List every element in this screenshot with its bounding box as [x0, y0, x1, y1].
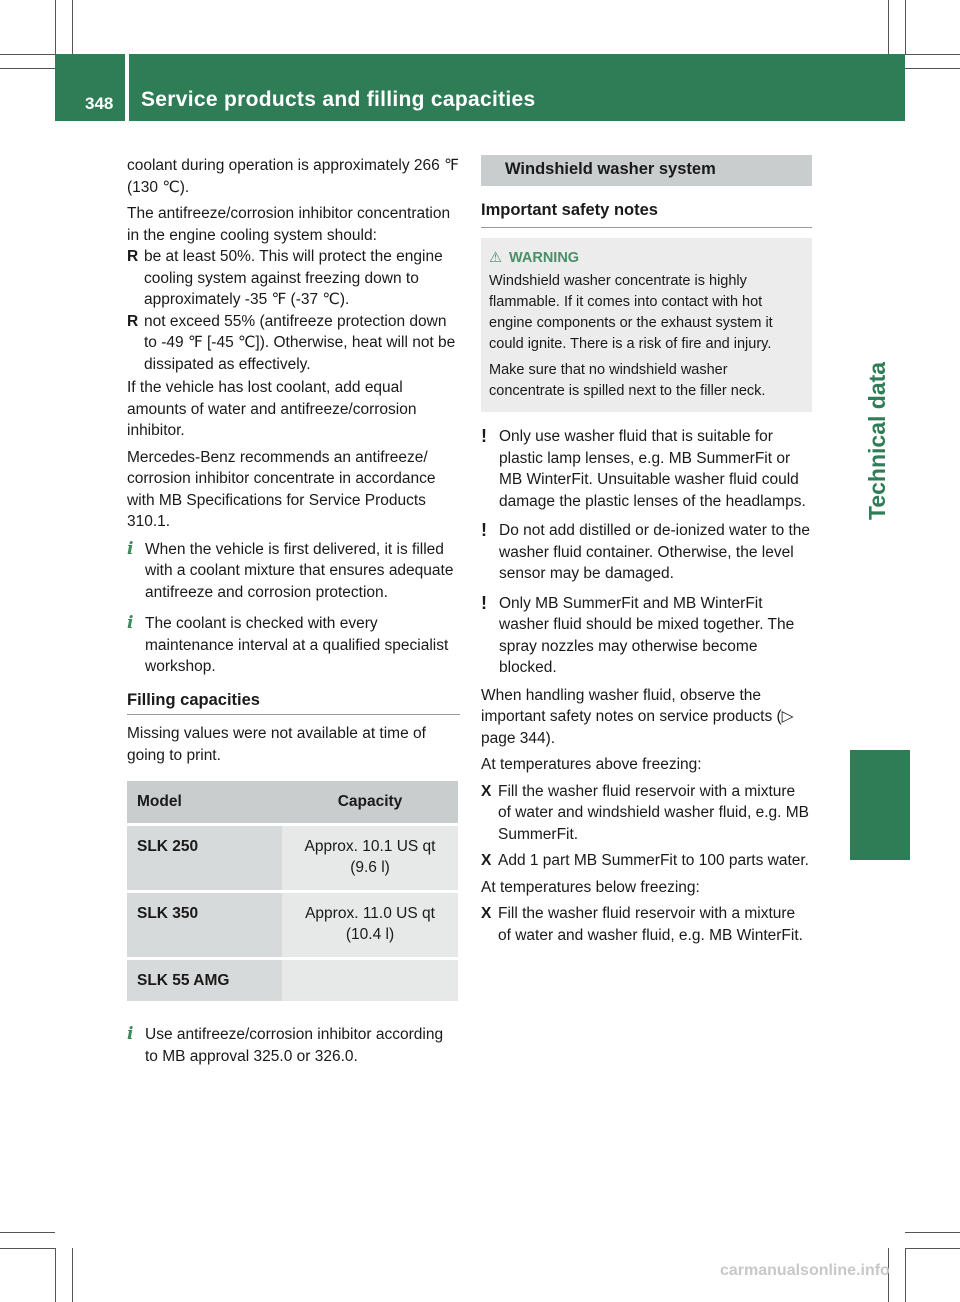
info-note — [127, 539, 460, 604]
bullet-icon: R — [127, 248, 139, 265]
side-label: Technical data — [864, 361, 890, 520]
table-header-model: Model — [127, 781, 282, 823]
paragraph: At temperatures above freezing: — [481, 756, 702, 773]
caution-note — [481, 593, 812, 679]
paragraph: At temperatures below freezing: — [481, 878, 700, 896]
crop-mark — [905, 68, 960, 69]
step-text: Add 1 part MB SummerFit to 100 parts water. — [498, 852, 809, 869]
step-item — [481, 850, 812, 872]
side-tab — [850, 750, 910, 860]
info-icon: i — [127, 538, 134, 559]
warning-title-text: WARNING — [509, 250, 580, 266]
table-row — [127, 960, 458, 1002]
paragraph — [481, 685, 812, 750]
table-cell-model: SLK 55 AMG — [127, 960, 282, 1002]
page-title: Service products and filling capacities — [141, 88, 536, 111]
crop-mark — [905, 54, 960, 55]
step-text: Fill the washer fluid reservoir with a mixture of water and windshield washer fluid, e.g. MB SummerFit. — [498, 782, 810, 843]
warning-box — [481, 238, 812, 412]
caution-note — [481, 426, 812, 512]
table-cell-model: SLK 350 — [127, 893, 282, 957]
caution-text: Only MB SummerFit and MB WinterFit washer fluid should be mixed together. The spray nozzles may otherwise become blocked. — [499, 594, 795, 676]
info-text: When the vehicle is first delivered, it is filled with a coolant mixture that ensures adequate antifreeze and corrosion protection. — [145, 540, 454, 601]
left-column — [127, 155, 460, 1077]
page-number: 348 — [85, 94, 114, 113]
sub-heading: Important safety notes — [481, 200, 812, 229]
crop-mark — [905, 1248, 960, 1249]
list-item — [127, 246, 460, 311]
crop-mark — [0, 68, 55, 69]
table-cell-model: SLK 250 — [127, 826, 282, 890]
paragraph: The antifreeze/corrosion inhibitor concentration in the engine cooling system should: — [127, 205, 451, 244]
bullet-icon: R — [127, 312, 139, 330]
warning-triangle-icon: ⚠ — [489, 250, 502, 266]
info-note — [127, 1024, 460, 1067]
paragraph: Missing values were not available at time of going to print. — [127, 725, 426, 764]
exclamation-icon: ! — [481, 520, 487, 540]
paragraph-text: When handling washer fluid, observe the important safety notes on service products — [481, 686, 773, 725]
exclamation-icon: ! — [481, 592, 487, 613]
table-cell-capacity: Approx. 11.0 US qt (10.4 l) — [282, 893, 458, 957]
paragraph: coolant during operation is approximately 266 ℉ (130 ℃). — [127, 157, 459, 196]
info-text: The coolant is checked with every maintenance interval at a qualified specialist workshop. — [145, 615, 449, 675]
step-text: Fill the washer fluid reservoir with a mixture of water and washer fluid, e.g. MB WinterFit. — [498, 905, 803, 944]
warning-title — [489, 248, 802, 269]
exclamation-icon: ! — [481, 426, 487, 446]
section-heading-bar: Windshield washer system — [481, 155, 812, 186]
page-reference-link[interactable]: (▷ page 344). — [481, 708, 794, 747]
info-icon: i — [127, 613, 134, 633]
section-heading: Filling capacities — [127, 690, 460, 716]
crop-mark — [905, 0, 906, 54]
crop-mark — [55, 1248, 56, 1302]
crop-mark — [905, 1232, 960, 1233]
caution-text: Do not add distilled or de-ionized water to the washer fluid container. Otherwise, the level sensor may be damaged. — [499, 522, 811, 582]
table-cell-capacity: Approx. 10.1 US qt (9.6 l) — [282, 826, 458, 890]
table-header-row — [127, 781, 458, 823]
right-column — [481, 155, 812, 951]
crop-mark — [888, 0, 889, 54]
caution-note — [481, 520, 812, 585]
crop-mark — [72, 0, 73, 54]
page-header — [55, 54, 905, 121]
step-marker-icon: X — [481, 782, 492, 800]
crop-mark — [0, 1248, 55, 1249]
paragraph: Mercedes-Benz recommends an antifreeze/ corrosion inhibitor concentrate in accordance with MB Specifications for Service Products 310.1. — [127, 448, 436, 530]
table-cell-capacity — [282, 960, 458, 1002]
table-row — [127, 893, 458, 957]
step-marker-icon: X — [481, 852, 492, 869]
watermark: carmanualsonline.info — [720, 1262, 890, 1279]
step-item — [481, 903, 812, 946]
list-item-text: not exceed 55% (antifreeze protection down to -49 ℉ [-45 ℃]). Otherwise, heat will not be dissipated as effectively. — [144, 312, 456, 373]
info-icon: i — [127, 1024, 134, 1044]
crop-mark — [0, 1232, 55, 1233]
info-text: Use antifreeze/corrosion inhibitor according to MB approval 325.0 or 326.0. — [145, 1026, 444, 1065]
header-band — [55, 54, 905, 121]
crop-mark — [55, 0, 56, 54]
crop-mark — [72, 1248, 73, 1302]
step-item — [481, 781, 812, 846]
step-marker-icon: X — [481, 905, 492, 922]
warning-text: Make sure that no windshield washer concentrate is spilled next to the filler neck. — [489, 362, 766, 399]
crop-mark — [0, 54, 55, 55]
table-row — [127, 826, 458, 890]
header-divider — [125, 54, 129, 121]
crop-mark — [905, 1248, 906, 1302]
warning-text: Windshield washer concentrate is highly flammable. If it comes into contact with hot engine components or the exhaust system it could ignite. There is a risk of fire and injury. — [489, 273, 773, 352]
table-header-capacity: Capacity — [282, 781, 458, 823]
caution-text: Only use washer fluid that is suitable for plastic lamp lenses, e.g. MB SummerFit or MB WinterFit. Unsuitable washer fluid could damage the plastic lenses of the headlamps. — [499, 428, 806, 510]
paragraph: If the vehicle has lost coolant, add equal amounts of water and antifreeze/corrosion inhibitor. — [127, 379, 417, 439]
info-note — [127, 613, 460, 678]
list-item-text: be at least 50%. This will protect the engine cooling system against freezing down to approximately -35 ℉ (-37 ℃). — [144, 248, 443, 308]
capacity-table — [127, 778, 458, 1004]
list-item — [127, 311, 460, 376]
